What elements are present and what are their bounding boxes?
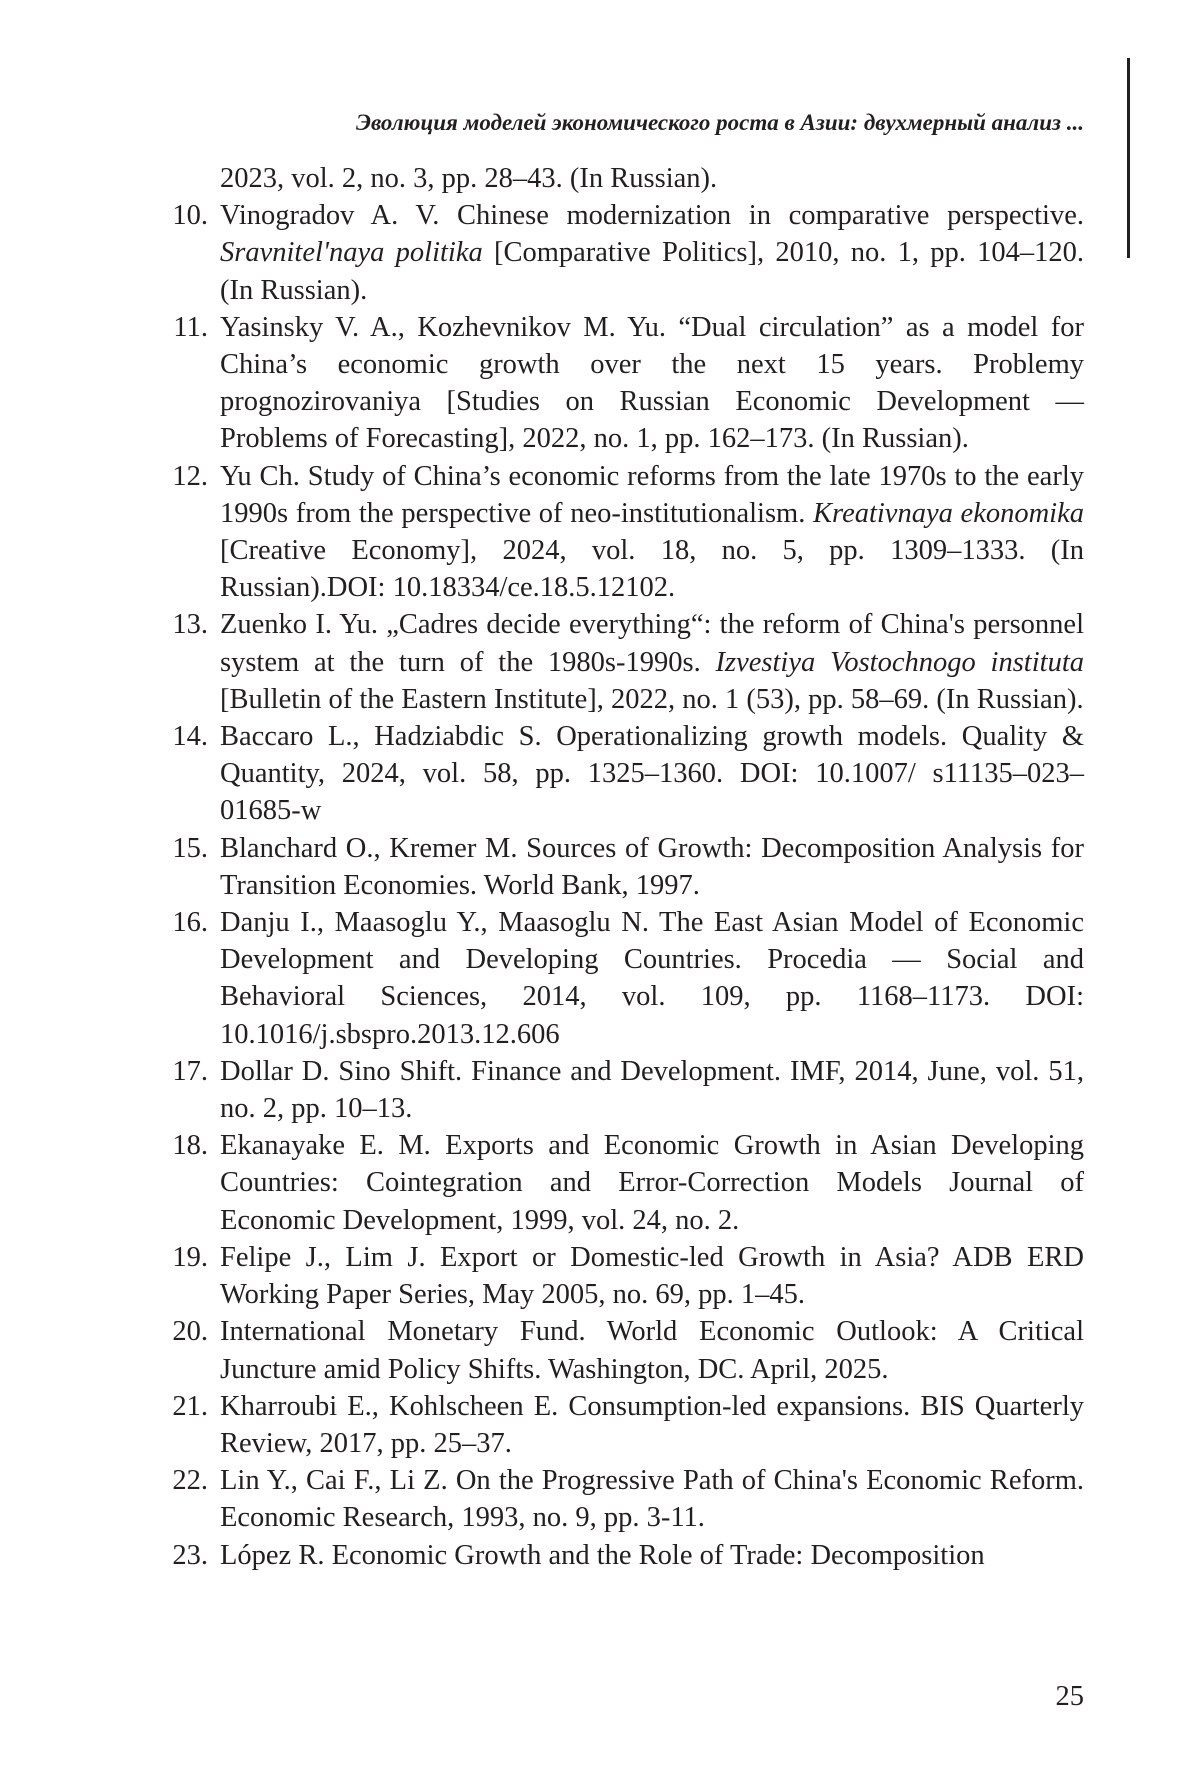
reference-item xyxy=(160,1127,1084,1239)
reference-text xyxy=(220,1316,1084,1384)
reference-text-segment: Felipe J., Lim J. Export or Domestic-led Growth in Asia? ADB ERD Working Paper Series, May 2005, no. 69, pp. 1–45. xyxy=(220,1241,1084,1311)
reference-text-segment: Yu Ch. Study of China’s economic reforms from the late 1970s to the early 1990s from the perspective of neo-institutionalism. xyxy=(220,460,1084,529)
reference-number: 12. xyxy=(172,460,208,492)
reference-text-segment: Dollar D. Sino Shift. Finance and Development. IMF, 2014, June, vol. 51, no. 2, pp. 10–13. xyxy=(220,1055,1084,1125)
reference-text-segment: López R. Economic Growth and the Role of Trade: Decomposition xyxy=(220,1539,985,1571)
page-number: 25 xyxy=(1055,1681,1084,1712)
reference-text-segment: Blanchard O., Kremer M. Sources of Growth: Decomposition Analysis for Transition Economies. World Bank, 1997. xyxy=(220,832,1084,901)
running-head: Эволюция моделей экономического роста в Азии: двухмерный анализ ... xyxy=(355,110,1084,135)
reference-number: 19. xyxy=(172,1241,208,1273)
reference-number: 23. xyxy=(172,1539,208,1571)
reference-text-segment: Lin Y., Cai F., Li Z. On the Progressive Path of China's Economic Reform. Economic Research, 1993, no. 9, pp. 3-11. xyxy=(220,1465,1084,1534)
reference-text xyxy=(220,609,1084,714)
reference-number: 21. xyxy=(172,1390,208,1422)
reference-text xyxy=(220,833,1084,901)
reference-list xyxy=(160,160,1084,1574)
reference-text xyxy=(220,1391,1084,1459)
reference-text-segment: Vinogradov A. V. Chinese modernization in comparative perspective. xyxy=(220,200,1084,232)
reference-item xyxy=(160,1462,1084,1536)
reference-text-segment: [Bulletin of the Eastern Institute], 2022, no. 1 (53), pp. 58–69. (In Russian). xyxy=(220,683,1084,715)
reference-item xyxy=(160,1053,1084,1127)
reference-text xyxy=(220,163,717,194)
reference-number: 11. xyxy=(173,311,208,343)
reference-journal-title: Sravnitel'naya politika xyxy=(220,237,483,269)
reference-item xyxy=(160,458,1084,607)
reference-text-segment: Kharroubi E., Kohlscheen E. Consumption-led expansions. BIS Quarterly Review, 2017, pp. 25–37. xyxy=(220,1390,1084,1459)
reference-number: 16. xyxy=(172,907,208,939)
reference-text xyxy=(220,907,1084,1050)
reference-item xyxy=(160,904,1084,1053)
reference-item xyxy=(160,1313,1084,1387)
reference-item xyxy=(160,309,1084,458)
reference-number: 13. xyxy=(172,609,208,641)
reference-text-segment: [Creative Economy], 2024, vol. 18, no. 5, pp. 1309–1333. (In Russian).DOI: 10.18334/ce.18.5.12102. xyxy=(220,535,1084,604)
reference-text xyxy=(220,200,1084,305)
reference-number: 18. xyxy=(172,1130,208,1162)
reference-number: 10. xyxy=(172,200,208,232)
reference-item xyxy=(160,160,1084,197)
reference-journal-title: Izvestiya Vostochnogo instituta xyxy=(715,646,1084,678)
reference-text-segment: Baccaro L., Hadziabdic S. Operationalizing growth models. Quality & Quantity, 2024, vol. 58, pp. 1325–1360. DOI: 10.1007/ s11135–023–01685-w xyxy=(220,721,1084,827)
reference-text-segment: Ekanayake E. M. Exports and Economic Growth in Asian Developing Countries: Cointegration and Error-Correction Models Journal of Economic Development, 1999, vol. 24, no. 2. xyxy=(220,1130,1084,1236)
reference-item xyxy=(160,606,1084,718)
reference-text xyxy=(220,312,1084,455)
reference-item xyxy=(160,1239,1084,1313)
reference-text xyxy=(220,721,1084,826)
reference-item xyxy=(160,718,1084,830)
reference-text xyxy=(220,1540,985,1571)
reference-text-segment: [Comparative Politics], 2010, no. 1, pp. 104–120. (In Russian). xyxy=(220,237,1085,306)
reference-number: 22. xyxy=(172,1465,208,1497)
reference-item xyxy=(160,197,1084,309)
reference-number: 20. xyxy=(172,1316,208,1348)
reference-text xyxy=(220,1056,1084,1124)
reference-item xyxy=(160,1388,1084,1462)
reference-text xyxy=(220,1465,1084,1533)
reference-text-segment: International Monetary Fund. World Economic Outlook: A Critical Juncture amid Policy Shifts. Washington, DC. April, 2025. xyxy=(220,1316,1084,1385)
reference-text-segment: Yasinsky V. A., Kozhevnikov M. Yu. “Dual circulation” as a model for China’s economic growth over the next 15 years. Problemy prognozirovaniya [Studies on Russian Economic Development — Problems of Forecasting], 2022, no. 1, pp. 162–173. (In Russian). xyxy=(220,311,1084,455)
reference-number: 17. xyxy=(172,1055,208,1087)
reference-item xyxy=(160,830,1084,904)
reference-journal-title: Kreativnaya ekonomika xyxy=(813,497,1084,529)
margin-rule xyxy=(1127,58,1130,258)
reference-text-segment: Danju I., Maasoglu Y., Maasoglu N. The East Asian Model of Economic Development and Developing Countries. Procedia — Social and Behavioral Sciences, 2014, vol. 109, pp. 1168–1173. DOI: 10.1016/j.sbspro.2013.12.606 xyxy=(220,907,1084,1050)
reference-text xyxy=(220,461,1084,604)
reference-text xyxy=(220,1242,1084,1310)
reference-text-segment: Zuenko I. Yu. „Cadres decide everything“: the reform of China's personnel system at the turn of the 1980s-1990s. xyxy=(220,609,1084,678)
reference-text xyxy=(220,1130,1084,1235)
reference-item xyxy=(160,1537,1084,1574)
reference-number: 15. xyxy=(172,832,208,864)
reference-number: 14. xyxy=(172,721,208,753)
reference-text-segment: 2023, vol. 2, no. 3, pp. 28–43. (In Russian). xyxy=(220,163,718,194)
